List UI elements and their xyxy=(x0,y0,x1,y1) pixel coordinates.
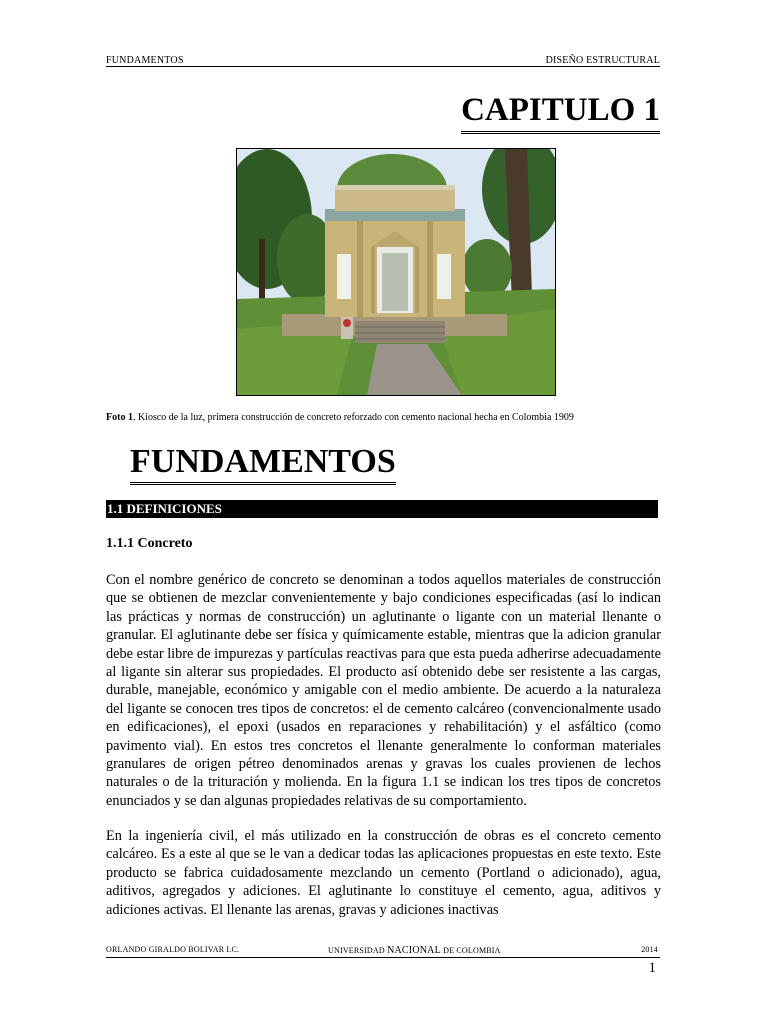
footer-university xyxy=(328,945,501,956)
header-right: DISEÑO ESTRUCTURAL xyxy=(545,55,660,66)
page-number: 1 xyxy=(648,960,656,976)
subsection-heading: 1.1.1 Concreto xyxy=(106,536,193,551)
section-title: FUNDAMENTOS xyxy=(130,442,396,485)
definitions-bar-label: 1.1 DEFINICIONES xyxy=(107,501,222,516)
footer-university-suffix: DE COLOMBIA xyxy=(440,946,501,955)
photo-caption xyxy=(106,412,574,423)
caption-label: Foto 1 xyxy=(106,412,133,423)
footer-rule xyxy=(106,957,660,958)
footer-university-prefix: UNIVERSIDAD xyxy=(328,946,388,955)
definitions-bar xyxy=(106,500,658,518)
header-rule xyxy=(106,66,660,67)
footer-university-emph: NACIONAL xyxy=(387,945,441,956)
paragraph: Con el nombre genérico de concreto se denominan a todos aquellos materiales de construcción que se obtienen de mezclar convenientemente y bajo condiciones especificadas (así lo indican las prácticas y normas de construcción) un aglutinante o ligante con un material llenante o granular. El aglutinante debe ser física y químicamente estable, mientras que la adicion granular debe estar libre de impurezas y partículas reactivas para que esta pueda adherirse adecuadamente al ligante sin alterar sus propiedades. El producto así obtenido debe ser resistente a las cargas, durable, manejable, económico y amigable con el medio ambiente. De acuerdo a la naturaleza del ligante se conocen tres tipos de concretos: el de cemento calcáreo (convencionalmente usado en edificaciones), el epoxi (usados en reparaciones y rehabilitación) y el asfáltico (como pavimento vial). En estos tres concretos el llenante generalmente lo conforman materiales granulares de origen pétreo denominados arenas y gravas los cuales provienen de lechos naturales o de la trituración y molienda. En la figura 1.1 se indican los tres tipos de concretos enunciados y se dan algunas propiedades relativas de su comportamiento. xyxy=(106,572,661,809)
chapter-title: CAPITULO 1 xyxy=(461,90,660,134)
header-left: FUNDAMENTOS xyxy=(106,55,184,66)
caption-text: . Kiosco de la luz, primera construcción de concreto reforzado con cemento nacional hecha en Colombia 1909 xyxy=(132,412,574,423)
footer-author: ORLANDO GIRALDO BOLIVAR I.C. xyxy=(106,945,240,954)
kiosk-illustration xyxy=(237,149,555,395)
footer-year: 2014 xyxy=(641,945,658,954)
paragraph: En la ingeniería civil, el más utilizado en la construcción de obras es el concreto cemento calcáreo. Es a este al que se le van a dedicar todas las aplicaciones propuestas en este texto. Este producto se fabrica cuidadosamente mezclando un cemento (Portland o adicionado), agua, aditivos, agregados y adiciones. El aglutinante lo constituye el cemento, agua, aditivos y adiciones activas. El llenante las arenas, gravas y adiciones inactivas xyxy=(106,828,661,918)
kiosk-photo xyxy=(236,148,556,396)
